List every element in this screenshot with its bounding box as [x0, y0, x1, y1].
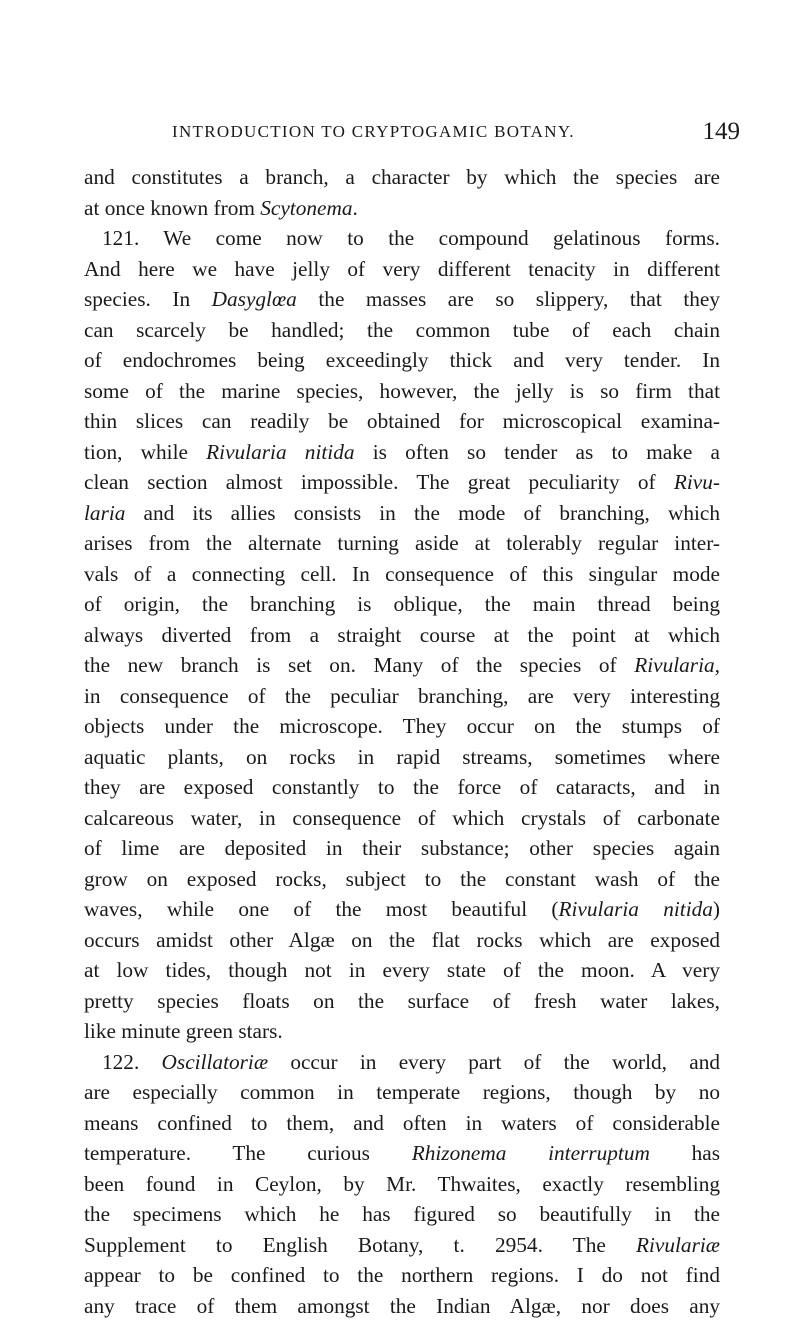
- text-line: waves, while one of the most beautiful (Rivularia nitida): [84, 897, 721, 921]
- text-line: appear to be confined to the northern regions. I do not find: [84, 1263, 720, 1287]
- text-line: objects under the microscope. They occur on the stumps of: [84, 714, 720, 738]
- text-line: some of the marine species, however, the jelly is so firm that: [84, 378, 720, 403]
- italic-term: Rivularia,: [634, 653, 720, 677]
- text-line: been found in Ceylon, by Mr. Thwaites, exactly resembling: [84, 1171, 720, 1196]
- text-line: of lime are deposited in their substance; other species again: [84, 836, 720, 860]
- text-line: 121. We come now to the compound gelatinous forms.: [102, 226, 720, 250]
- text-line: any trace of them amongst the Indian Algæ, nor does any: [84, 1293, 720, 1318]
- italic-term: Rhizonema interruptum: [411, 1141, 650, 1165]
- text-line: arises from the alternate turning aside at tolerably regular inter-: [84, 531, 720, 555]
- text-line: species. In Dasyglœa the masses are so slippery, that they: [84, 287, 720, 311]
- text-line: can scarcely be handled; the common tube of each chain: [84, 317, 720, 342]
- text-line: and constitutes a branch, a character by which the species are: [84, 165, 720, 189]
- running-title: INTRODUCTION TO CRYPTOGAMIC BOTANY.: [172, 122, 575, 141]
- text-line: at low tides, though not in every state of the moon. A very: [84, 958, 720, 982]
- text-line: means confined to them, and often in waters of considerable: [84, 1110, 720, 1135]
- text-line: vals of a connecting cell. In consequence of this singular mode: [84, 561, 720, 586]
- italic-term: Oscillatoriæ: [161, 1049, 269, 1074]
- text-line: tion, while Rivularia nitida is often so tender as to make a: [84, 439, 721, 464]
- body-text: [84, 162, 720, 1321]
- text-line: clean section almost impossible. The great peculiarity of Rivu-: [84, 470, 720, 494]
- italic-term: Rivularia nitida: [558, 897, 713, 921]
- text-line: calcareous water, in consequence of which crystals of carbonate: [84, 805, 720, 830]
- text-line: 122. Oscillatoriæ occur in every part of the world, and: [102, 1049, 720, 1074]
- text-line: at once known from Scytonema.: [84, 195, 358, 220]
- text-line: the new branch is set on. Many of the species of Rivularia,: [84, 653, 720, 677]
- italic-term: Dasyglœa: [211, 287, 297, 311]
- text-line: aquatic plants, on rocks in rapid streams, sometimes where: [84, 744, 720, 769]
- page-number: 149: [702, 118, 740, 145]
- text-line: Supplement to English Botany, t. 2954. The Rivulariæ: [84, 1232, 720, 1257]
- running-head: [172, 120, 742, 152]
- text-line: are especially common in temperate regions, though by no: [84, 1080, 720, 1104]
- italic-term: Rivu-: [673, 470, 720, 494]
- text-line: laria and its allies consists in the mode of branching, which: [84, 500, 720, 525]
- text-line: like minute green stars.: [84, 1019, 283, 1043]
- text-line: always diverted from a straight course at the point at which: [84, 622, 720, 647]
- text-line: thin slices can readily be obtained for microscopical examina-: [84, 409, 720, 433]
- italic-term: Rivularia nitida: [206, 439, 355, 464]
- italic-term: laria: [84, 500, 126, 525]
- text-line: they are exposed constantly to the force of cataracts, and in: [84, 775, 720, 799]
- text-line: pretty species floats on the surface of fresh water lakes,: [84, 988, 720, 1013]
- text-line: And here we have jelly of very different tenacity in different: [84, 256, 720, 281]
- italic-term: Rivulariæ: [635, 1232, 720, 1257]
- text-line: grow on exposed rocks, subject to the constant wash of the: [84, 866, 720, 891]
- text-line: of origin, the branching is oblique, the main thread being: [84, 592, 720, 616]
- text-line: temperature. The curious Rhizonema interruptum has: [84, 1141, 721, 1165]
- text-line: in consequence of the peculiar branching, are very interesting: [84, 683, 720, 708]
- text-line: occurs amidst other Algæ on the flat rocks which are exposed: [84, 927, 720, 952]
- text-line: the specimens which he has figured so beautifully in the: [84, 1202, 720, 1226]
- text-line: of endochromes being exceedingly thick and very tender. In: [84, 348, 720, 372]
- italic-term: Scytonema: [260, 195, 353, 220]
